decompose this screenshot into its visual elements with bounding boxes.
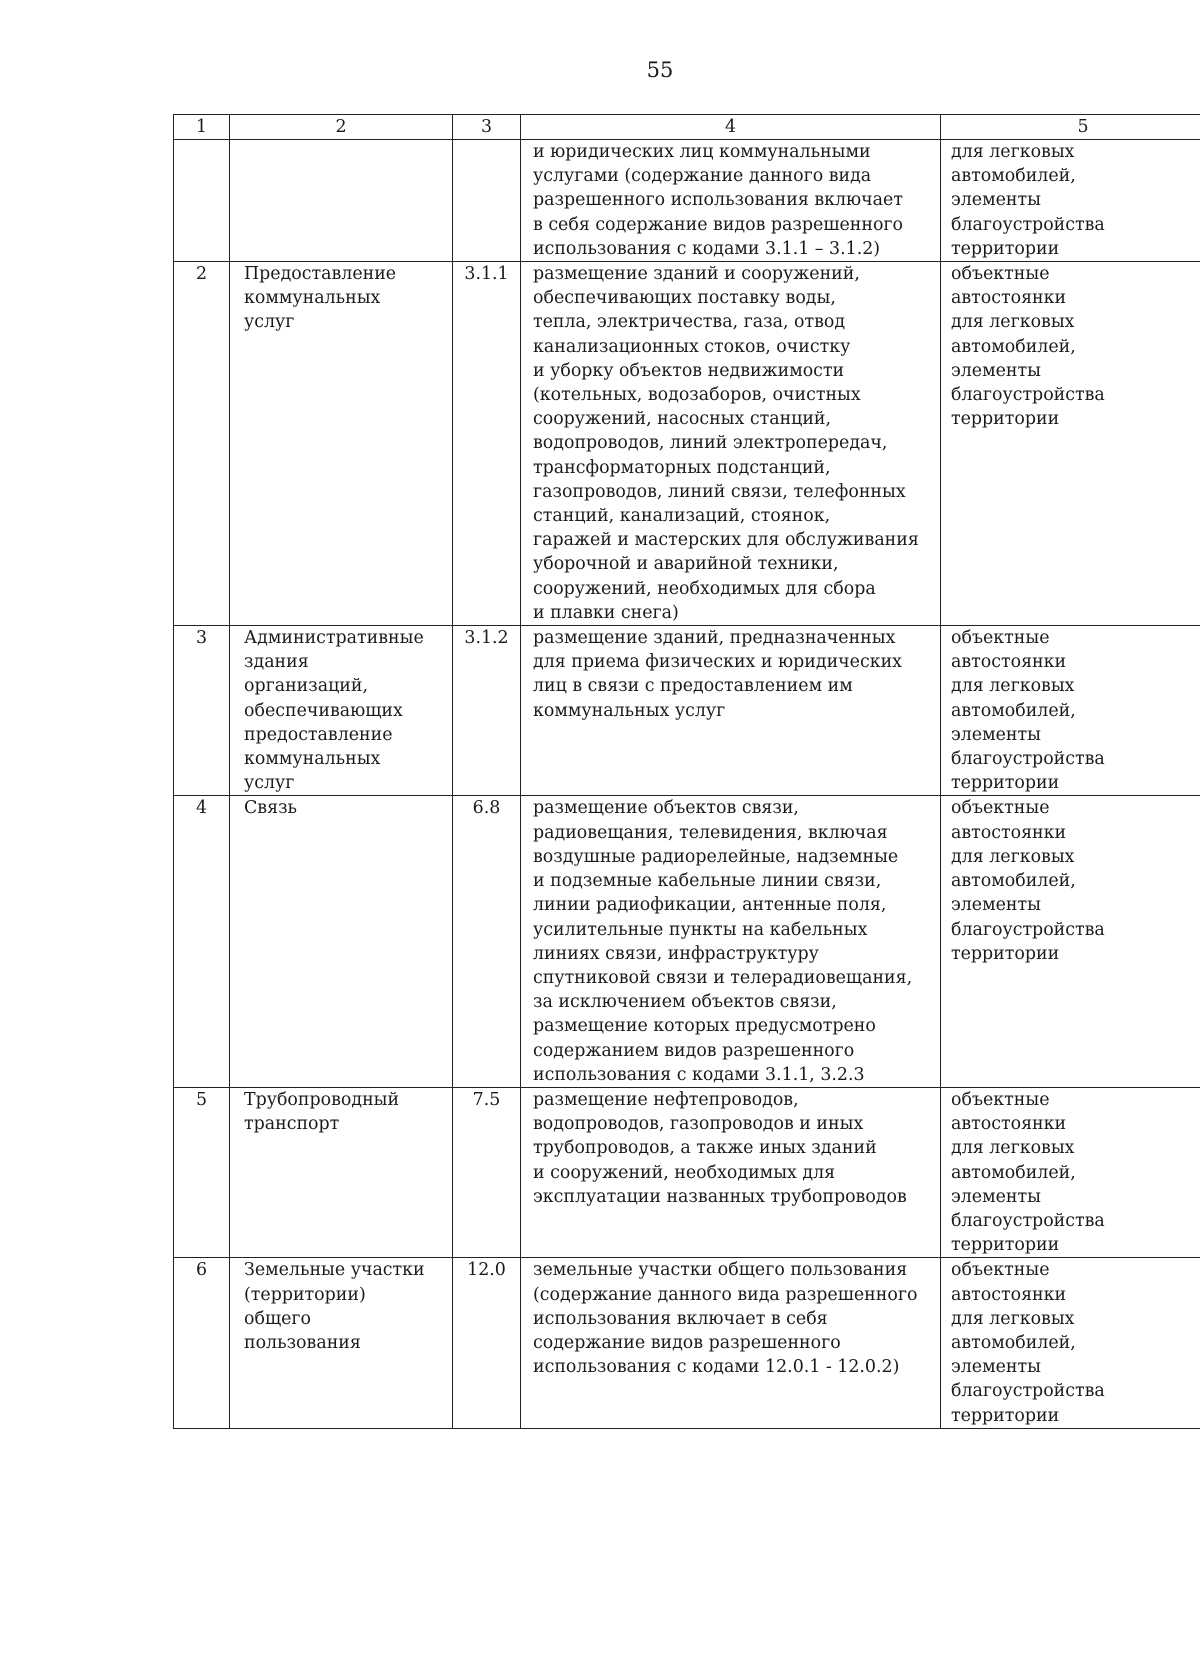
row-code xyxy=(453,140,521,262)
table-row xyxy=(174,796,1200,1087)
row-code: 6.8 xyxy=(453,796,521,1087)
row-name xyxy=(230,140,453,262)
header-cell-4: 4 xyxy=(521,115,941,140)
row-number: 3 xyxy=(174,626,230,796)
row-name: Земельные участки (территории) общего пользования xyxy=(230,1258,453,1428)
row-auxiliary: объектные автостоянки для легковых автомобилей, элементы благоустройства территории xyxy=(941,626,1200,796)
row-number: 6 xyxy=(174,1258,230,1428)
row-auxiliary: объектные автостоянки для легковых автомобилей, элементы благоустройства территории xyxy=(941,262,1200,626)
row-description: размещение зданий и сооружений, обеспечивающих поставку воды, тепла, электричества, газа, отвод канализационных стоков, очистку и уборку объектов недвижимости (котельных, водозаборов, очистных сооружений, насосных станций, водопроводов, линий электропередач, трансформаторных подстанций, газопроводов, линий связи, телефонных станций, канализаций, стоянок, гаражей и мастерских для обслуживания уборочной и аварийной техники, сооружений, необходимых для сбора и плавки снега) xyxy=(521,262,941,626)
header-cell-1: 1 xyxy=(174,115,230,140)
table-row xyxy=(174,140,1200,262)
row-description: земельные участки общего пользования (содержание данного вида разрешенного использования включает в себя содержание видов разрешенного использования с кодами 12.0.1 - 12.0.2) xyxy=(521,1258,941,1428)
row-auxiliary: для легковых автомобилей, элементы благоустройства территории xyxy=(941,140,1200,262)
row-auxiliary: объектные автостоянки для легковых автомобилей, элементы благоустройства территории xyxy=(941,1258,1200,1428)
row-description: размещение объектов связи, радиовещания, телевидения, включая воздушные радиорелейные, надземные и подземные кабельные линии связи, линии радиофикации, антенные поля, усилительные пункты на кабельных линиях связи, инфраструктуру спутниковой связи и телерадиовещания, за исключением объектов связи, размещение которых предусмотрено содержанием видов разрешенного использования с кодами 3.1.1, 3.2.3 xyxy=(521,796,941,1087)
row-code: 12.0 xyxy=(453,1258,521,1428)
table-row xyxy=(174,1258,1200,1428)
land-use-table xyxy=(173,114,1200,1429)
row-code: 7.5 xyxy=(453,1087,521,1257)
row-description: размещение зданий, предназначенных для приема физических и юридических лиц в связи с предоставлением им коммунальных услуг xyxy=(521,626,941,796)
row-number: 5 xyxy=(174,1087,230,1257)
table-row xyxy=(174,626,1200,796)
row-description: и юридических лиц коммунальными услугами (содержание данного вида разрешенного использования включает в себя содержание видов разрешенного использования с кодами 3.1.1 – 3.1.2) xyxy=(521,140,941,262)
header-cell-3: 3 xyxy=(453,115,521,140)
row-number: 4 xyxy=(174,796,230,1087)
table-row xyxy=(174,1087,1200,1257)
row-auxiliary: объектные автостоянки для легковых автомобилей, элементы благоустройства территории xyxy=(941,1087,1200,1257)
row-name: Связь xyxy=(230,796,453,1087)
header-cell-2: 2 xyxy=(230,115,453,140)
row-number: 2 xyxy=(174,262,230,626)
row-code: 3.1.2 xyxy=(453,626,521,796)
row-code: 3.1.1 xyxy=(453,262,521,626)
page-number: 55 xyxy=(646,58,674,82)
row-name: Административные здания организаций, обеспечивающих предоставление коммунальных услуг xyxy=(230,626,453,796)
row-description: размещение нефтепроводов, водопроводов, газопроводов и иных трубопроводов, а также иных зданий и сооружений, необходимых для эксплуатации названных трубопроводов xyxy=(521,1087,941,1257)
header-cell-5: 5 xyxy=(941,115,1200,140)
table-row xyxy=(174,262,1200,626)
row-name: Трубопроводный транспорт xyxy=(230,1087,453,1257)
row-number xyxy=(174,140,230,262)
row-auxiliary: объектные автостоянки для легковых автомобилей, элементы благоустройства территории xyxy=(941,796,1200,1087)
row-name: Предоставление коммунальных услуг xyxy=(230,262,453,626)
table-header-row xyxy=(174,115,1200,140)
